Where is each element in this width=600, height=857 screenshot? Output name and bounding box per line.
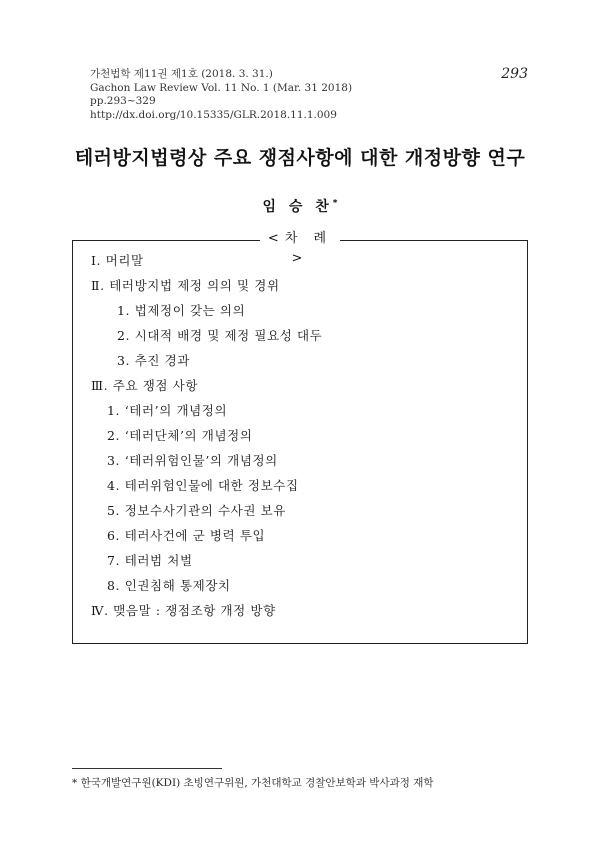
table-of-contents: [72, 240, 528, 644]
toc-item-2-2[interactable]: 2. 시대적 배경 및 제정 필요성 대두: [117, 328, 323, 343]
toc-item-intro[interactable]: Ⅰ. 머리말: [91, 253, 144, 268]
toc-item-section-2[interactable]: Ⅱ. 테러방지법 제정 의의 및 경위: [91, 278, 280, 293]
toc-item-3-2[interactable]: 2. ‘테러단체’의 개념정의: [107, 428, 253, 443]
toc-close-bracket: >: [291, 251, 309, 266]
page-number: 293: [501, 66, 528, 82]
footnote-divider: [72, 768, 222, 769]
toc-item-3-7[interactable]: 7. 테러범 처벌: [107, 553, 193, 568]
toc-item-2-1[interactable]: 1. 법제정이 갖는 의의: [117, 303, 246, 318]
author-name: [0, 196, 600, 216]
toc-caption-text: 차 례: [284, 231, 333, 246]
toc-item-conclusion[interactable]: Ⅳ. 맺음말 : 쟁점조항 개정 방향: [91, 603, 276, 618]
toc-open-bracket: <: [267, 231, 285, 246]
journal-issue-korean: 가천법학 제11권 제1호 (2018. 3. 31.): [90, 68, 273, 80]
author-footnote-mark[interactable]: *: [332, 198, 338, 209]
paper-title: 테러방지법령상 주요 쟁점사항에 대한 개정방향 연구: [74, 147, 526, 169]
author-footnote: * 한국개발연구원(KDI) 초빙연구위원, 가천대학교 경찰안보학과 박사과정 재학: [72, 777, 434, 789]
toc-caption: [260, 229, 340, 266]
journal-issue-english: Gachon Law Review Vol. 11 No. 1 (Mar. 31 2018): [90, 81, 353, 94]
toc-item-3-6[interactable]: 6. 테러사건에 군 병력 투입: [107, 528, 266, 543]
toc-item-3-5[interactable]: 5. 정보수사기관의 수사권 보유: [107, 503, 286, 518]
author-name-text: 임 승 찬: [262, 199, 333, 215]
toc-item-3-8[interactable]: 8. 인권침해 통제장치: [107, 578, 231, 593]
page-range: pp.293~329: [90, 95, 156, 107]
toc-item-section-3[interactable]: Ⅲ. 주요 쟁점 사항: [91, 378, 198, 393]
toc-item-3-3[interactable]: 3. ‘테러위험인물’의 개념정의: [107, 453, 278, 468]
journal-header: [90, 68, 352, 122]
toc-item-2-3[interactable]: 3. 추진 경과: [117, 353, 190, 368]
toc-item-3-4[interactable]: 4. 테러위험인물에 대한 정보수집: [107, 478, 299, 493]
doi-link[interactable]: http://dx.doi.org/10.15335/GLR.2018.11.1.009: [90, 108, 337, 121]
toc-item-3-1[interactable]: 1. ‘테러’의 개념정의: [107, 403, 228, 418]
